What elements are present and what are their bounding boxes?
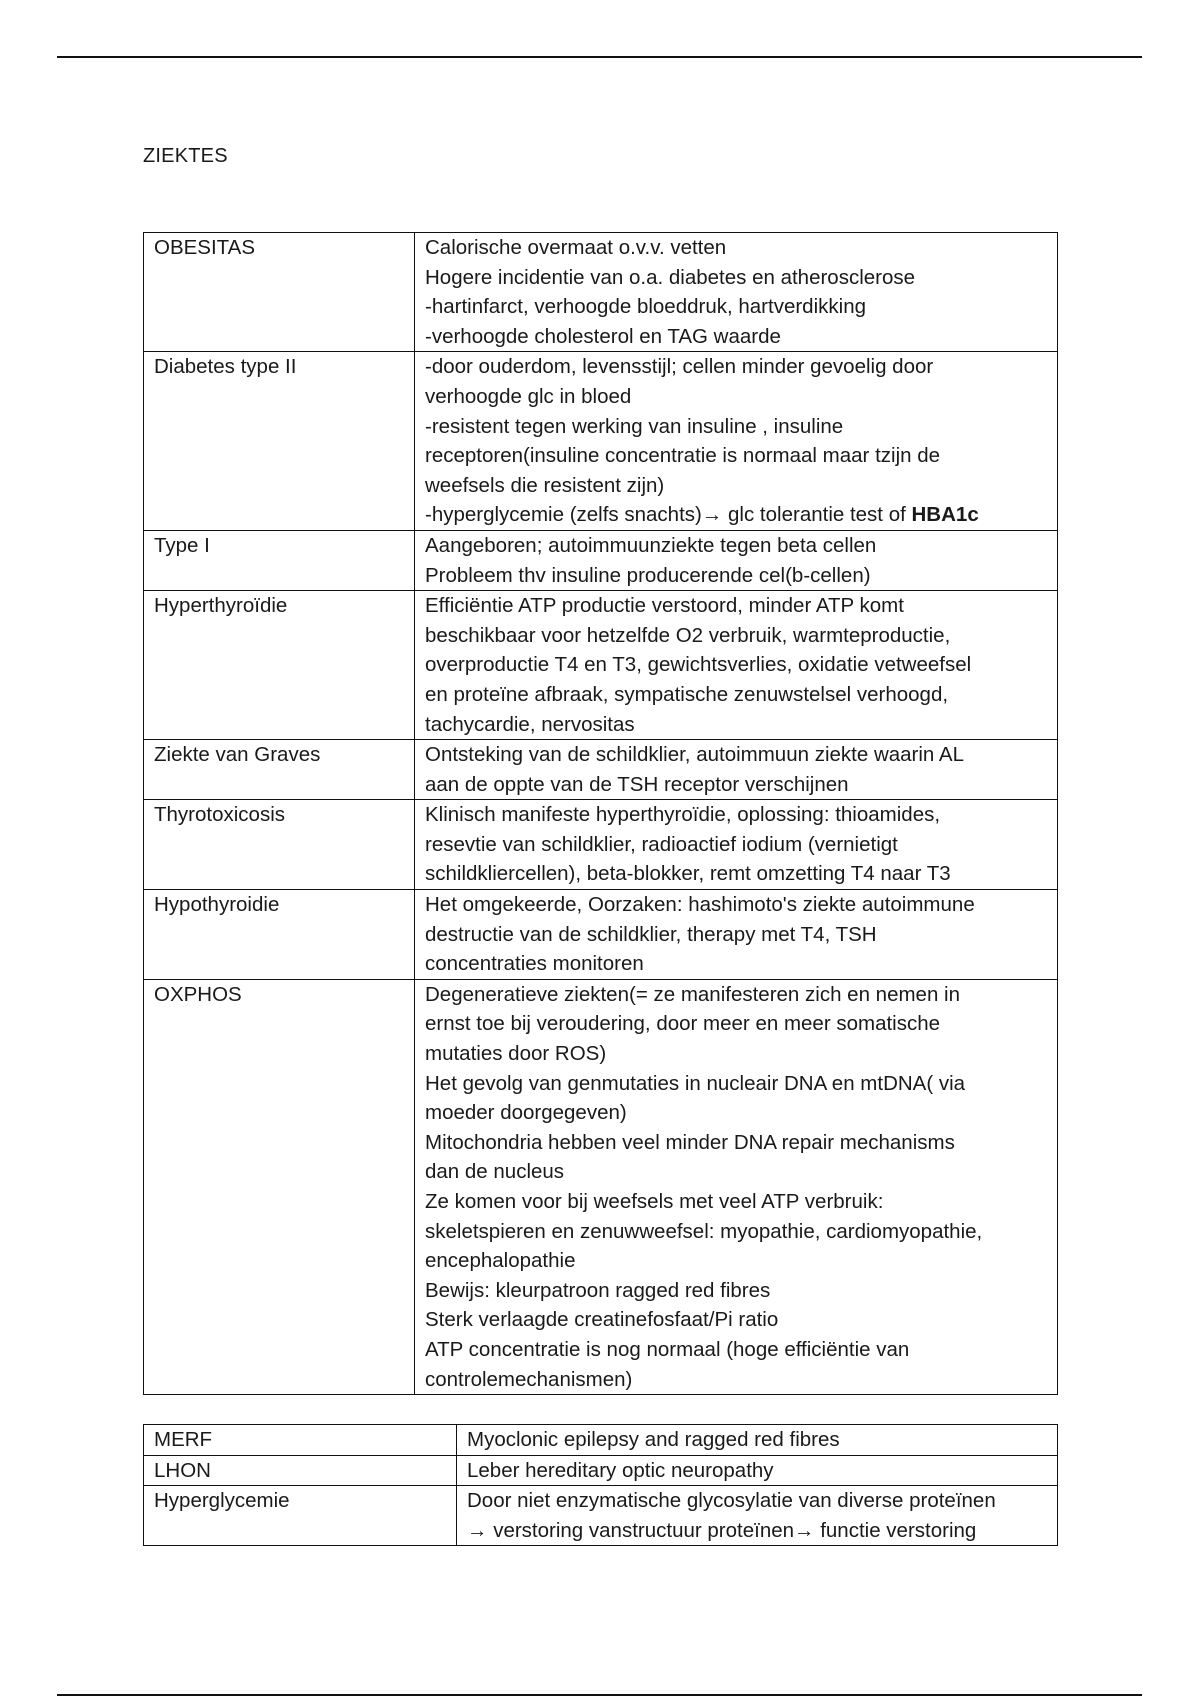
description-line: controlemechanismen) [425,1367,633,1391]
term-cell: Hyperglycemie [144,1486,457,1546]
description-line: aan de oppte van de TSH receptor verschijnen [425,772,849,796]
term-cell: OBESITAS [144,233,415,352]
description-line: weefsels die resistent zijn) [425,473,665,497]
description-cell [457,1425,1058,1456]
bold-term: HBA1c [911,503,979,527]
description-line: resevtie van schildklier, radioactief iodium (vernietigt [425,832,898,856]
table-row [144,740,1058,800]
description-text: -hyperglycemie (zelfs snachts)→ glc tolerantie test of [425,503,912,527]
header-rule [57,56,1142,58]
table-row [144,800,1058,890]
description-line: -verhoogde cholesterol en TAG waarde [425,324,781,348]
table-row [144,233,1058,352]
description-line: Calorische overmaat o.v.v. vetten [425,236,727,259]
description-line: -door ouderdom, levensstijl; cellen minder gevoelig door [425,355,934,379]
diseases-table-body [144,233,1058,1395]
term-cell: Type I [144,530,415,590]
description-cell [415,233,1058,352]
description-line: Myoclonic epilepsy and ragged red fibres [467,1428,840,1451]
page-title: ZIEKTES [143,145,228,167]
term-cell: Diabetes type II [144,352,415,531]
table-row [144,591,1058,740]
description-line: verhoogde glc in bloed [425,384,632,408]
description-line: Aangeboren; autoimmuunziekte tegen beta cellen [425,533,877,557]
term-cell: Ziekte van Graves [144,740,415,800]
description-line: -hartinfarct, verhoogde bloeddruk, hartverdikking [425,295,866,319]
footer-rule [57,1694,1142,1696]
description-line: Hogere incidentie van o.a. diabetes en atherosclerose [425,265,916,289]
description-line: ATP concentratie is nog normaal (hoge efficiëntie van [425,1337,910,1361]
term-cell: MERF [144,1425,457,1456]
description-line: Mitochondria hebben veel minder DNA repair mechanisms [425,1130,955,1154]
description-line: → verstoring vanstructuur proteïnen→ functie verstoring [467,1518,977,1542]
description-line: Leber hereditary optic neuropathy [467,1458,774,1482]
description-line: encephalopathie [425,1249,576,1273]
description-cell [415,740,1058,800]
description-line: tachycardie, nervositas [425,712,635,736]
description-cell [415,890,1058,980]
description-line: overproductie T4 en T3, gewichtsverlies, oxidatie vetweefsel [425,653,972,677]
description-line: schildkliercellen), beta-blokker, remt omzetting T4 naar T3 [425,862,951,886]
description-line: Het omgekeerde, Oorzaken: hashimoto's ziekte autoimmune [425,893,975,917]
description-line: mutaties door ROS) [425,1042,607,1066]
table-row [144,979,1058,1394]
description-cell [457,1486,1058,1546]
description-line: Bewijs: kleurpatroon ragged red fibres [425,1278,771,1302]
description-line: skeletspieren en zenuwweefsel: myopathie, cardiomyopathie, [425,1219,983,1243]
table-row [144,1425,1058,1456]
table-row [144,530,1058,590]
description-line: beschikbaar voor hetzelfde O2 verbruik, warmteproductie, [425,623,951,647]
description-line: Het gevolg van genmutaties in nucleair DNA en mtDNA( via [425,1071,966,1095]
description-cell [415,979,1058,1394]
description-line: -resistent tegen werking van insuline , insuline [425,414,844,438]
table-row [144,352,1058,531]
term-cell: Hypothyroidie [144,890,415,980]
description-line: Door niet enzymatische glycosylatie van diverse proteïnen [467,1489,996,1513]
description-line: ernst toe bij veroudering, door meer en meer somatische [425,1012,941,1036]
description-line: destructie van de schildklier, therapy met T4, TSH [425,922,877,946]
description-line: Probleem thv insuline producerende cel(b-cellen) [425,563,871,587]
term-cell: Thyrotoxicosis [144,800,415,890]
description-line: Sterk verlaagde creatinefosfaat/Pi ratio [425,1308,779,1332]
abbreviations-table-body [144,1425,1058,1546]
description-line: moeder doorgegeven) [425,1101,627,1125]
description-cell [415,352,1058,531]
description-cell [415,591,1058,740]
description-cell [415,800,1058,890]
description-line [425,500,1047,530]
term-cell: OXPHOS [144,979,415,1394]
abbreviations-table [143,1424,1058,1546]
term-cell: LHON [144,1455,457,1486]
description-line: Degeneratieve ziekten(= ze manifesteren zich en nemen in [425,982,961,1006]
description-line: dan de nucleus [425,1160,565,1184]
description-line: receptoren(insuline concentratie is normaal maar tzijn de [425,444,941,468]
description-line: Ze komen voor bij weefsels met veel ATP verbruik: [425,1190,884,1213]
description-line: Klinisch manifeste hyperthyroïdie, oplossing: thioamides, [425,803,941,827]
description-line: Efficiëntie ATP productie verstoord, minder ATP komt [425,594,904,618]
description-line: en proteïne afbraak, sympatische zenuwstelsel verhoogd, [425,682,949,706]
table-row [144,1455,1058,1486]
table-row [144,890,1058,980]
diseases-table [143,232,1058,1395]
table-row [144,1486,1058,1546]
description-cell [415,530,1058,590]
description-line: Ontsteking van de schildklier, autoimmuun ziekte waarin AL [425,743,964,767]
description-cell [457,1455,1058,1486]
description-line: concentraties monitoren [425,952,644,976]
term-cell: Hyperthyroïdie [144,591,415,740]
